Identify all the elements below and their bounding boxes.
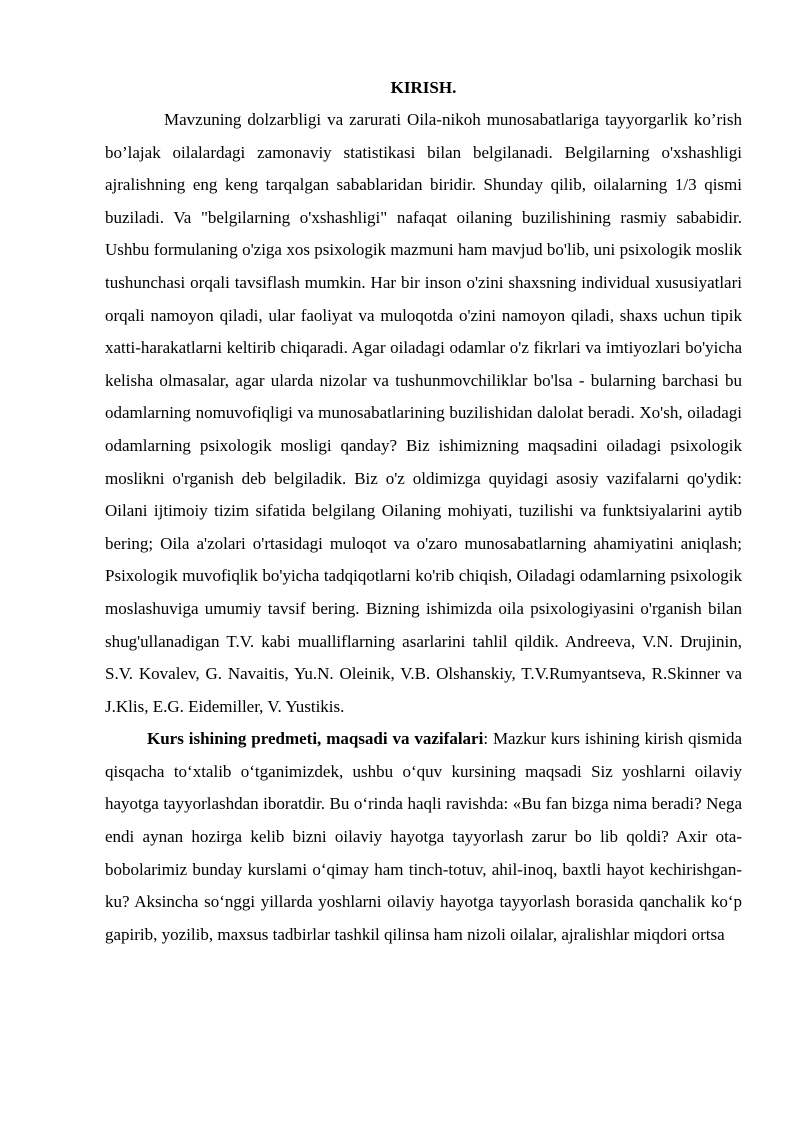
document-body [105, 74, 742, 951]
paragraph-body-text: : Mazkur kurs ishining kirish qismida qisqacha to‘xtalib o‘tganimizdek, ushbu o‘quv kursining maqsadi Siz yoshlarni oilaviy hayotga tayyorlashdan iboratdir. Bu o‘rinda haqli ravishda: «Bu fan bizga nima beradi? Nega endi aynan hozirga kelib bizni oilaviy hayotga tayyorlash zarur bo lib qoldi? Axir ota-bobolarimiz bunday kurslami o‘qimay ham tinch-totuv, ahil-inoq, baxtli hayot kechirishgan-ku? Aksincha so‘nggi yillarda yoshlarni oilaviy hayotga tayyorlash borasida qanchalik ko‘p gapirib, yozilib, maxsus tadbirlar tashkil qilinsa ham nizoli oilalar, ajralishlar miqdori ortsa [105, 729, 742, 944]
paragraph-introduction: Mavzuning dolzarbligi va zarurati Oila-nikoh munosabatlariga tayyorgarlik ko’rish bo’lajak oilalardagi zamonaviy statistikasi bilan belgilanadi. Belgilarning o'xshashligi ajralishning eng keng tarqalgan sabablaridan biridir. Shunday qilib, oilalarning 1/3 qismi buziladi. Va "belgilarning o'xshashligi" nafaqat oilaning buzilishining rasmiy sababidir. Ushbu formulaning o'ziga xos psixologik mazmuni ham mavjud bo'lib, uni psixologik moslik tushunchasi orqali tavsiflash mumkin. Har bir inson o'zini shaxsning individual xususiyatlari orqali namoyon qiladi, ular faoliyat va muloqotda o'zini namoyon qiladi, shaxs uchun tipik xatti-harakatlarni keltirib chiqaradi. Agar oiladagi odamlar o'z fikrlari va imtiyozlari bo'yicha kelisha olmasalar, agar ularda nizolar va tushunmovchiliklar bo'lsa - bularning barchasi bu odamlarning nomuvofiqligi va munosabatlarining buzilishidan dalolat beradi. Xo'sh, oiladagi odamlarning psixologik mosligi qanday? Biz ishimizning maqsadini oiladagi psixologik moslikni o'rganish deb belgiladik. Biz o'z oldimizga quyidagi asosiy vazifalarni qo'ydik: Oilani ijtimoiy tizim sifatida belgilang Oilaning mohiyati, tuzilishi va funktsiyalarini aytib bering; Oila a'zolari o'rtasidagi muloqot va o'zaro munosabatlarning ahamiyatini aniqlash; Psixologik muvofiqlik bo'yicha tadqiqotlarni ko'rib chiqish, Oiladagi odamlarning psixologik moslashuviga umumiy tavsif bering. Bizning ishimizda oila psixologiyasini o'rganish bilan shug'ullanadigan T.V. kabi mualliflarning asarlarini tahlil qildik. Andreeva, V.N. Drujinin, S.V. Kovalev, G. Navaitis, Yu.N. Oleinik, V.B. Olshanskiy, T.V.Rumyantseva, R.Skinner va J.Klis, E.G. Eidemiller, V. Yustikis. [105, 110, 742, 716]
paragraph-course-subject [105, 723, 742, 951]
paragraph-lead-heading: Kurs ishining predmeti, maqsadi va vazifalari [147, 729, 484, 749]
page-title: KIRISH. [390, 78, 457, 97]
